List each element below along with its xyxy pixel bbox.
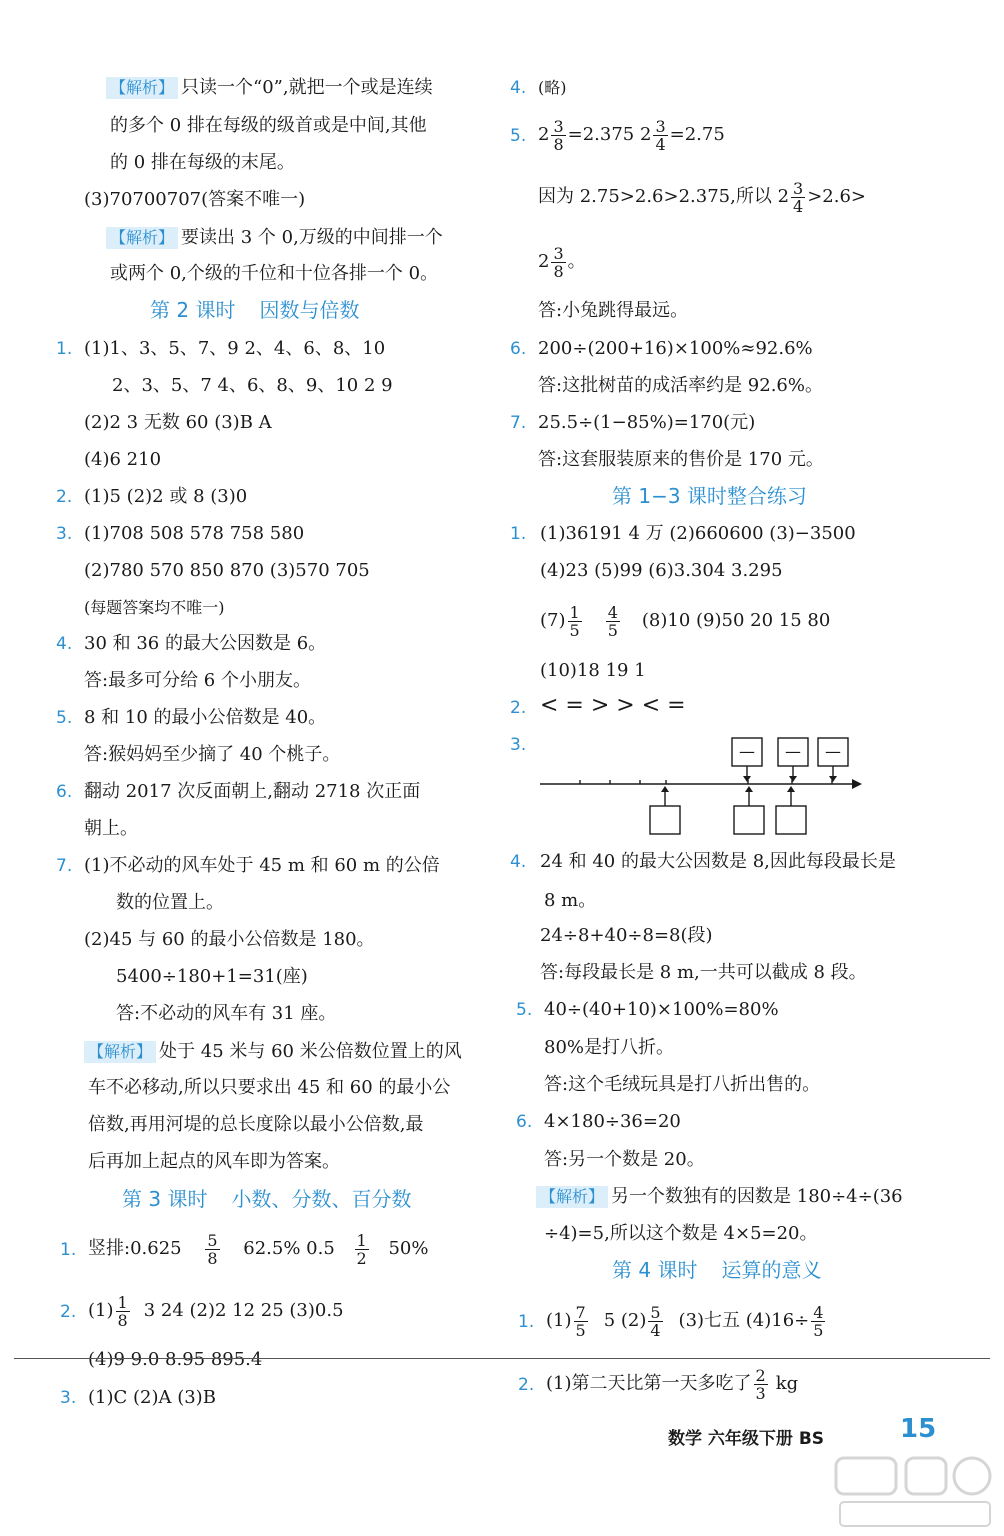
fraction: $\frac{4}{5}$ [607,602,618,640]
text-line: 的多个 0 排在每级的级首或是中间,其他 [110,115,427,136]
text-line: 后再加上起点的风车即为答案。 [88,1151,340,1172]
section-heading: 第 4 课时 运算的意义 [612,1258,822,1282]
question-number: 7. [56,856,73,876]
answer-line: 25.5÷(1−85%)=170(元) [538,412,756,433]
fraction: $\frac{2}{3}$ [755,1365,766,1403]
question-number: 2. [518,1375,535,1395]
question-number: 1. [56,339,73,359]
answer-line: (7) $\frac{1}{5}$ $\frac{4}{5}$ (8)10 (9)50 20 15 80 [540,602,831,640]
answer-line: (3)70700707(答案不唯一) [84,189,306,210]
answer-line: (1)36191 4 万 (2)660600 (3)−3500 [540,523,856,544]
fraction: $\frac{1}{8}$ [117,1292,128,1330]
answer-line: 30 和 36 的最大公因数是 6。 [84,633,327,654]
fraction: $\frac{7}{5}$ [575,1302,586,1340]
box-mark: — [739,742,755,761]
question-number: 3. [510,735,527,755]
question-number: 2. [60,1302,77,1322]
answer-line: (2)780 570 850 870 (3)570 705 [84,560,370,581]
bottom-box [776,806,806,834]
answer-line: (2)2 3 无数 60 (3)B A [84,412,272,433]
answer-line: 24 和 40 的最大公因数是 8,因此每段最长是 [540,851,896,872]
axis-arrowhead [852,779,862,789]
question-number: 7. [510,413,527,433]
book-info: 数学 六年级下册 BS [668,1429,825,1449]
question-number: 6. [510,339,527,359]
answer-line: (4)6 210 [84,449,162,470]
question-number: 4. [56,634,73,654]
answer-line: (1) $\frac{7}{5}$ 5 (2) $\frac{5}{4}$ (3)七五 (4)16÷ $\frac{4}{5}$ [546,1302,824,1340]
question-number: 5. [56,708,73,728]
fraction: $\frac{3}{4}$ [793,178,804,216]
answer-line: 答:这套服装原来的售价是 170 元。 [538,449,824,470]
answer-line: 答:猴妈妈至少摘了 40 个桃子。 [84,744,341,765]
question-number: 1. [510,524,527,544]
answer-line: 2 $\frac{3}{8}$ =2.375 2 $\frac{3}{4}$ =2.75 [538,116,725,154]
answer-line: 答:每段最长是 8 m,一共可以截成 8 段。 [540,962,867,983]
answer-line: 答:小兔跳得最远。 [538,300,689,321]
answer-line: 答:不必动的风车有 31 座。 [116,1003,337,1024]
answer-line: 5400÷180+1=31(座) [116,966,308,987]
watermark-logo [830,1452,1000,1532]
question-number: 5. [510,126,527,146]
answer-line: (略) [538,78,567,97]
fraction: $\frac{5}{4}$ [650,1302,661,1340]
analysis-line: 【解析】 只读一个“0”,就把一个或是连续 [106,76,433,100]
answer-line: (1)第二天比第一天多吃了 $\frac{2}{3}$ kg [546,1365,799,1403]
answer-line: 8 m。 [544,890,597,911]
question-number: 6. [56,782,73,802]
answer-line: < = > > < = [540,693,686,718]
question-number: 4. [510,852,527,872]
answer-line: (1)不必动的风车处于 45 m 和 60 m 的公倍 [84,855,440,876]
text-line: ÷4)=5,所以这个数是 4×5=20。 [544,1223,818,1244]
question-number: 5. [516,1000,533,1020]
bottom-box [650,806,680,834]
answer-line: 因为 2.75>2.6>2.375,所以 2 $\frac{3}{4}$ >2.6> [538,178,866,216]
fraction: $\frac{3}{4}$ [655,116,666,154]
section-heading: 第 2 课时 因数与倍数 [150,298,360,322]
answer-line: (1)708 508 578 758 580 [84,523,305,544]
text-line: 车不必移动,所以只要求出 45 和 60 的最小公 [88,1077,451,1098]
answer-line: (1)C (2)A (3)B [88,1387,216,1408]
answer-line: 答:最多可分给 6 个小朋友。 [84,670,311,691]
answer-line: 竖排:0.625 $\frac{5}{8}$ 62.5% 0.5 $\frac{1}{2}$ 50% [88,1230,429,1268]
fraction: $\frac{3}{8}$ [553,243,564,281]
analysis-tag: 【解析】 [536,1186,608,1208]
answer-line: (1)5 (2)2 或 8 (3)0 [84,486,248,507]
note-line: (每题答案均不唯一) [84,598,225,617]
fraction: $\frac{1}{2}$ [356,1230,367,1268]
question-number: 4. [510,78,527,98]
page-number: 15 [900,1414,937,1444]
answer-line: 数的位置上。 [116,892,224,913]
fraction: $\frac{3}{8}$ [553,116,564,154]
answer-line: 朝上。 [84,818,138,839]
section-heading: 第 1−3 课时整合练习 [612,484,807,508]
answer-line: (1) $\frac{1}{8}$ 3 24 (2)2 12 25 (3)0.5 [88,1292,344,1330]
analysis-line: 【解析】 另一个数独有的因数是 180÷4÷(36 [536,1185,903,1209]
text-line: 的 0 排在每级的末尾。 [110,152,295,173]
answer-line: 2、3、5、7 4、6、8、9、10 2 9 [112,375,393,396]
number-line-diagram [530,728,870,838]
bottom-box [734,806,764,834]
answer-line: (4)9 9.0 8.95 895.4 [88,1349,263,1370]
answer-line: 答:另一个数是 20。 [544,1149,705,1170]
answer-line: 答:这批树苗的成活率约是 92.6%。 [538,375,823,396]
answer-line: (2)45 与 60 的最小公倍数是 180。 [84,929,375,950]
box-mark: — [825,742,841,761]
question-number: 1. [60,1240,77,1260]
analysis-tag: 【解析】 [106,77,178,99]
answer-line: (4)23 (5)99 (6)3.304 3.295 [540,560,783,581]
question-number: 3. [60,1388,77,1408]
analysis-tag: 【解析】 [106,227,178,249]
analysis-line: 【解析】 处于 45 米与 60 米公倍数位置上的风 [84,1040,462,1064]
answer-line: (1)1、3、5、7、9 2、4、6、8、10 [84,338,386,359]
fraction: $\frac{1}{5}$ [569,602,580,640]
answer-line: 2 $\frac{3}{8}$ 。 [538,243,586,281]
fraction: $\frac{4}{5}$ [813,1302,824,1340]
question-number: 6. [516,1112,533,1132]
question-number: 2. [56,487,73,507]
answer-line: 答:这个毛绒玩具是打八折出售的。 [544,1074,821,1095]
fraction: $\frac{5}{8}$ [207,1230,218,1268]
answer-line: 80%是打八折。 [544,1037,675,1058]
box-mark: — [785,742,801,761]
answer-line: 8 和 10 的最小公倍数是 40。 [84,707,327,728]
answer-line: 4×180÷36=20 [544,1111,681,1132]
answer-line: 200÷(200+16)×100%≈92.6% [538,338,813,359]
question-number: 1. [518,1312,535,1332]
question-number: 2. [510,698,527,718]
analysis-line: 【解析】 要读出 3 个 0,万级的中间排一个 [106,226,443,250]
analysis-tag: 【解析】 [84,1041,156,1063]
answer-line: 24÷8+40÷8=8(段) [540,925,713,946]
text-line: 倍数,再用河堤的总长度除以最小公倍数,最 [88,1114,424,1135]
answer-line: 40÷(40+10)×100%=80% [544,999,779,1020]
text-line: 或两个 0,个级的千位和十位各排一个 0。 [110,263,439,284]
section-heading: 第 3 课时 小数、分数、百分数 [122,1187,412,1211]
question-number: 3. [56,524,73,544]
footer-divider [14,1358,990,1359]
answer-line: 翻动 2017 次反面朝上,翻动 2718 次正面 [84,781,421,802]
answer-line: (10)18 19 1 [540,660,646,681]
